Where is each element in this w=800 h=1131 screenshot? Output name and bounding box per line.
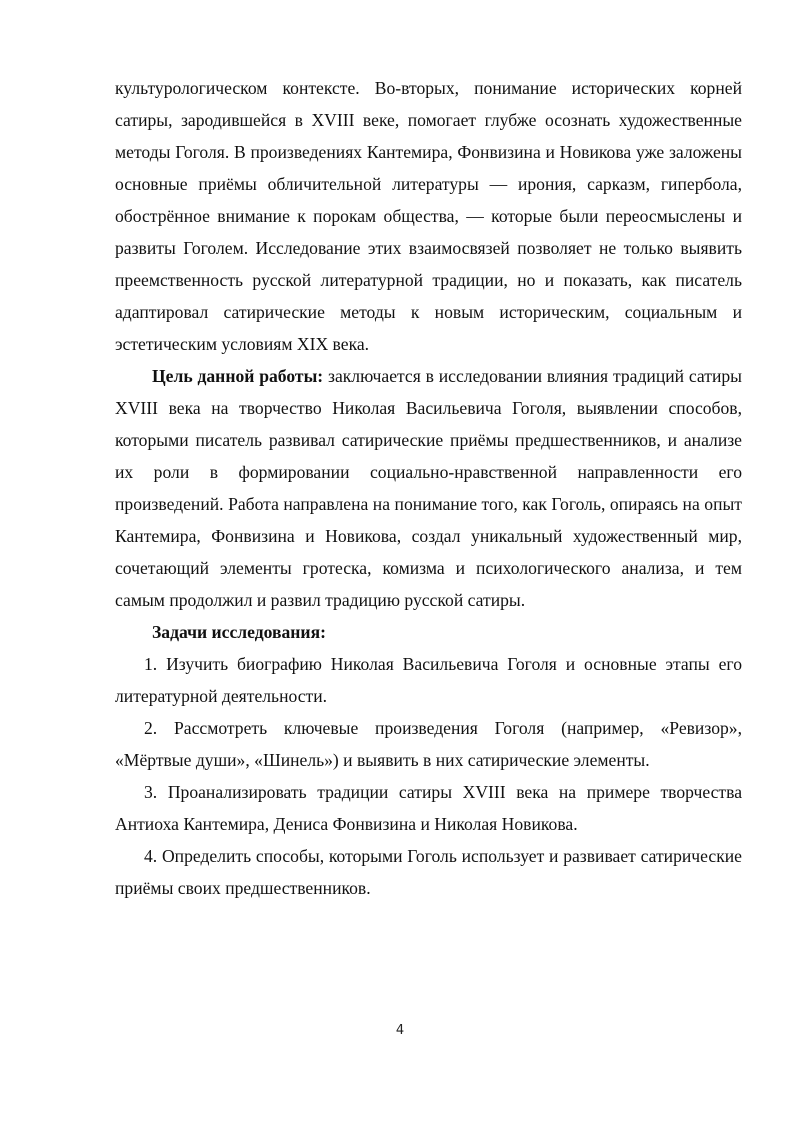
list-item-text: Проанализировать традиции сатиры XVIII века на примере творчества Антиоха Кантемира, Дениса Фонвизина и Николая Новикова. — [115, 782, 743, 834]
page-number: 4 — [395, 1023, 405, 1038]
list-item-number: 1. — [144, 654, 158, 674]
tasks-heading: Задачи исследования: — [152, 622, 326, 642]
list-item — [115, 648, 742, 712]
intro-paragraph: культурологическом контексте. Во-вторых, понимание исторических корней сатиры, зародившейся в XVIII веке, помогает глубже осознать художественные методы Гоголя. В произведениях Кантемира, Фонвизина и Новикова уже заложены основные приёмы обличительной литературы — ирония, сарказм, гипербола, обострённое внимание к порокам общества, — которые были переосмыслены и развиты Гоголем. Исследование этих взаимосвязей позволяет не только выявить преемственность русской литературной традиции, но и показать, как писатель адаптировал сатирические методы к новым историческим, социальным и эстетическим условиям XIX века. — [115, 78, 742, 354]
body-text — [115, 72, 742, 904]
goal-paragraph — [115, 360, 742, 616]
list-item-number: 3. — [144, 782, 158, 802]
tasks-list — [115, 648, 742, 904]
list-item — [115, 776, 742, 840]
goal-label: Цель данной работы: — [152, 366, 324, 386]
list-item — [115, 840, 742, 904]
list-item-text: Определить способы, которыми Гоголь использует и развивает сатирические приёмы своих предшественников. — [115, 846, 742, 898]
list-item-text: Изучить биографию Николая Васильевича Гоголя и основные этапы его литературной деятельности. — [115, 654, 742, 706]
goal-text: заключается в исследовании влияния традиций сатиры XVIII века на творчество Николая Васильевича Гоголя, выявлении способов, которыми писатель развивал сатирические приёмы предшественников, и анализе их роли в формировании социально-нравственной направленности его произведений. Работа направлена на понимание того, как Гоголь, опираясь на опыт Кантемира, Фонвизина и Новикова, создал уникальный художественный мир, сочетающий элементы гротеска, комизма и психологического анализа, и тем самым продолжил и развил традицию русской сатиры. — [115, 366, 742, 610]
list-item-number: 2. — [144, 718, 158, 738]
list-item-number: 4. — [144, 846, 158, 866]
list-item — [115, 712, 742, 776]
list-item-text: Рассмотреть ключевые произведения Гоголя (например, «Ревизор», «Мёртвые души», «Шинель») и выявить в них сатирические элементы. — [115, 718, 742, 770]
